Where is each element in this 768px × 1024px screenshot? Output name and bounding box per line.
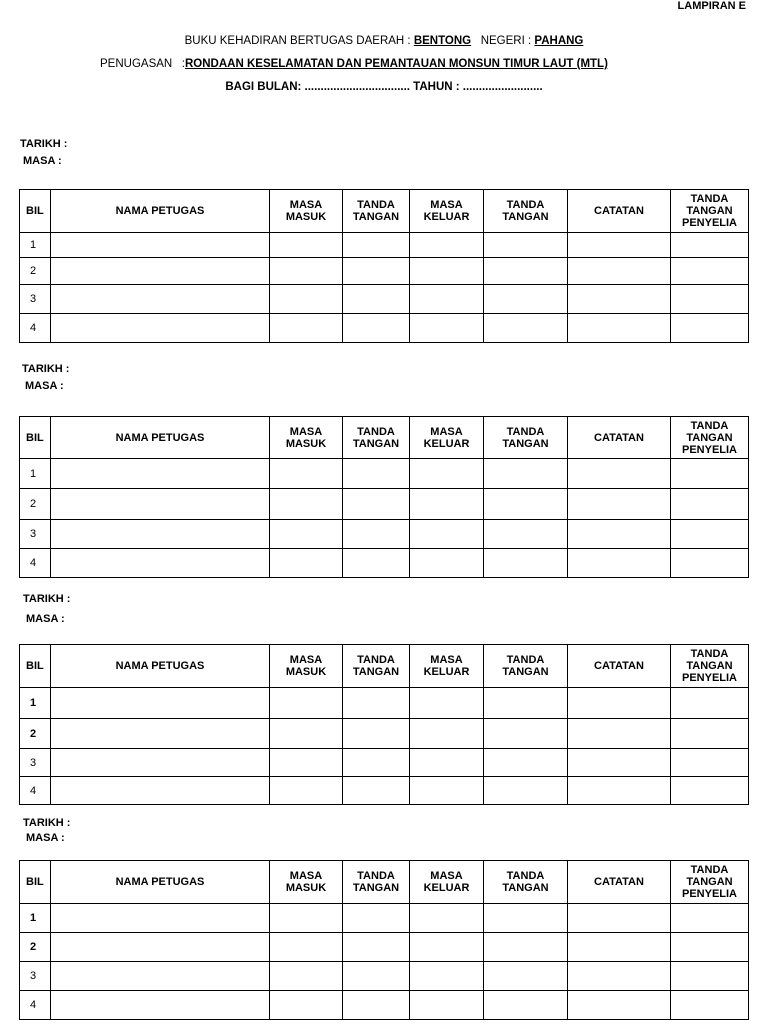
- tanda-tangan-cell[interactable]: [484, 258, 568, 285]
- tanda-tangan-cell[interactable]: [343, 459, 410, 489]
- col-label: MASA: [289, 199, 323, 211]
- col-masa-masuk: [270, 417, 343, 459]
- masa-label: MASA :: [23, 155, 62, 167]
- nama-petugas-cell[interactable]: [51, 991, 270, 1020]
- masa-label: MASA :: [25, 380, 64, 392]
- table-header-row: [20, 190, 749, 233]
- row-number: 1: [20, 459, 51, 489]
- catatan-cell[interactable]: [568, 749, 671, 777]
- col-label: MASA: [289, 654, 323, 666]
- table-row: [20, 962, 749, 991]
- nama-petugas-cell[interactable]: [51, 489, 270, 520]
- col-label: MASUK: [285, 211, 327, 223]
- row-number: 3: [20, 285, 51, 314]
- col-tanda-tangan-1: [343, 190, 410, 233]
- col-label: KELUAR: [423, 882, 470, 894]
- tanda-tangan-penyelia-cell[interactable]: [671, 933, 749, 962]
- col-tanda-tangan-1: [343, 645, 410, 688]
- row-number: 2: [20, 258, 51, 285]
- table-row: [20, 489, 749, 520]
- penugasan-label: PENUGASAN :: [100, 58, 185, 70]
- col-label: CATATAN: [594, 660, 644, 672]
- masa-masuk-cell[interactable]: [270, 719, 343, 749]
- attendance-table: [19, 189, 749, 343]
- tanda-tangan-cell[interactable]: [484, 459, 568, 489]
- nama-petugas-cell[interactable]: [51, 520, 270, 549]
- masa-keluar-cell[interactable]: [410, 459, 484, 489]
- col-bil: [20, 190, 51, 233]
- col-label: TANDA: [690, 648, 729, 660]
- tanda-tangan-penyelia-cell[interactable]: [671, 719, 749, 749]
- masa-masuk-cell[interactable]: [270, 314, 343, 343]
- masa-masuk-cell[interactable]: [270, 459, 343, 489]
- catatan-cell[interactable]: [568, 719, 671, 749]
- col-bil: [20, 645, 51, 688]
- tarikh-label: TARIKH :: [23, 817, 71, 829]
- tanda-tangan-cell[interactable]: [343, 904, 410, 933]
- table-row: [20, 991, 749, 1020]
- col-label: TANGAN: [502, 437, 549, 450]
- masa-masuk-cell[interactable]: [270, 549, 343, 578]
- nama-petugas-cell[interactable]: [51, 777, 270, 805]
- col-tanda-tangan-2: [484, 645, 568, 688]
- masa-keluar-cell[interactable]: [410, 549, 484, 578]
- tanda-tangan-penyelia-cell[interactable]: [671, 549, 749, 578]
- nama-petugas-cell[interactable]: [51, 933, 270, 962]
- table-row: [20, 749, 749, 777]
- masa-keluar-cell[interactable]: [410, 777, 484, 805]
- masa-keluar-cell[interactable]: [410, 962, 484, 991]
- col-label: TANGAN: [502, 666, 549, 678]
- table-row: [20, 904, 749, 933]
- tanda-tangan-cell[interactable]: [484, 233, 568, 258]
- col-catatan: [568, 417, 671, 459]
- col-bil-label: BIL: [26, 660, 44, 672]
- col-nama-petugas: [51, 190, 270, 233]
- nama-petugas-cell[interactable]: [51, 459, 270, 489]
- col-bil: [20, 417, 51, 459]
- table-header-row: [20, 417, 749, 459]
- tanda-tangan-cell[interactable]: [343, 233, 410, 258]
- negeri-label: NEGERI :: [480, 35, 535, 47]
- catatan-cell[interactable]: [568, 233, 671, 258]
- masa-keluar-cell[interactable]: [410, 520, 484, 549]
- col-label: MASUK: [285, 882, 327, 894]
- col-nama-label: NAMA PETUGAS: [115, 660, 205, 672]
- tanda-tangan-cell[interactable]: [484, 933, 568, 962]
- masa-keluar-cell[interactable]: [410, 991, 484, 1020]
- catatan-cell[interactable]: [568, 459, 671, 489]
- col-masa-masuk: [270, 190, 343, 233]
- col-label: PENYELIA: [681, 443, 737, 456]
- tanda-tangan-cell[interactable]: [484, 749, 568, 777]
- col-tanda-tangan-penyelia: [671, 417, 749, 459]
- header-line-1: [0, 35, 768, 47]
- col-label: TANGAN: [352, 211, 400, 223]
- tanda-tangan-cell[interactable]: [343, 688, 410, 719]
- col-label: TANDA: [357, 199, 395, 211]
- attendance-table: [19, 644, 749, 805]
- masa-masuk-cell[interactable]: [270, 749, 343, 777]
- nama-petugas-cell[interactable]: [51, 719, 270, 749]
- tanda-tangan-cell[interactable]: [484, 777, 568, 805]
- col-tanda-tangan-1: [343, 417, 410, 459]
- col-catatan: [568, 645, 671, 688]
- col-catatan: [568, 190, 671, 233]
- col-label: TANDA: [506, 199, 545, 211]
- catatan-cell[interactable]: [568, 991, 671, 1020]
- col-label: CATATAN: [594, 431, 644, 444]
- catatan-cell[interactable]: [568, 904, 671, 933]
- tanda-tangan-penyelia-cell[interactable]: [671, 459, 749, 489]
- masa-keluar-cell[interactable]: [410, 233, 484, 258]
- tanda-tangan-cell[interactable]: [343, 962, 410, 991]
- tanda-tangan-cell[interactable]: [343, 489, 410, 520]
- masa-masuk-cell[interactable]: [270, 688, 343, 719]
- col-label: TANDA: [690, 419, 729, 432]
- tanda-tangan-penyelia-cell[interactable]: [671, 285, 749, 314]
- negeri-value: PAHANG: [534, 35, 584, 47]
- tarikh-label: TARIKH :: [23, 593, 71, 605]
- catatan-cell[interactable]: [568, 933, 671, 962]
- table-row: [20, 233, 749, 258]
- masa-masuk-cell[interactable]: [270, 520, 343, 549]
- lampiran-label: LAMPIRAN E: [677, 0, 746, 12]
- tanda-tangan-cell[interactable]: [343, 719, 410, 749]
- col-nama-petugas: [51, 861, 270, 904]
- col-label: TANDA: [506, 654, 545, 666]
- table-row: [20, 314, 749, 343]
- col-label: TANGAN: [686, 205, 733, 217]
- col-label: PENYELIA: [681, 217, 737, 229]
- col-label: TANGAN: [502, 211, 549, 223]
- table-row: [20, 258, 749, 285]
- row-number: 1: [20, 233, 51, 258]
- table-header-row: [20, 645, 749, 688]
- nama-petugas-cell[interactable]: [51, 233, 270, 258]
- col-label: TANDA: [690, 193, 729, 205]
- catatan-cell[interactable]: [568, 314, 671, 343]
- col-label: TANDA: [357, 425, 395, 438]
- tanda-tangan-penyelia-cell[interactable]: [671, 489, 749, 520]
- row-number: 1: [20, 904, 51, 933]
- tanda-tangan-cell[interactable]: [343, 549, 410, 578]
- col-label: PENYELIA: [681, 888, 737, 900]
- masa-masuk-cell[interactable]: [270, 777, 343, 805]
- col-label: MASA: [289, 870, 323, 882]
- row-number: 3: [20, 962, 51, 991]
- col-tanda-tangan-2: [484, 861, 568, 904]
- masa-masuk-cell[interactable]: [270, 489, 343, 520]
- col-masa-masuk: [270, 645, 343, 688]
- row-number: 1: [20, 688, 51, 719]
- tanda-tangan-cell[interactable]: [343, 991, 410, 1020]
- tarikh-label: TARIKH :: [22, 363, 70, 375]
- tanda-tangan-penyelia-cell[interactable]: [671, 520, 749, 549]
- table-row: [20, 777, 749, 805]
- masa-keluar-cell[interactable]: [410, 489, 484, 520]
- tanda-tangan-cell[interactable]: [343, 258, 410, 285]
- nama-petugas-cell[interactable]: [51, 285, 270, 314]
- row-number: 2: [20, 489, 51, 520]
- col-label: MASA: [430, 199, 463, 211]
- tanda-tangan-cell[interactable]: [343, 777, 410, 805]
- masa-masuk-cell[interactable]: [270, 991, 343, 1020]
- masa-masuk-cell[interactable]: [270, 285, 343, 314]
- row-number: 4: [20, 991, 51, 1020]
- tanda-tangan-cell[interactable]: [343, 520, 410, 549]
- col-masa-masuk: [270, 861, 343, 904]
- attendance-table: [19, 416, 749, 578]
- col-tanda-tangan-penyelia: [671, 190, 749, 233]
- col-label: CATATAN: [594, 876, 644, 888]
- col-label: TANGAN: [686, 660, 733, 672]
- catatan-cell[interactable]: [568, 520, 671, 549]
- masa-keluar-cell[interactable]: [410, 933, 484, 962]
- masa-masuk-cell[interactable]: [270, 933, 343, 962]
- table-row: [20, 549, 749, 578]
- tanda-tangan-penyelia-cell[interactable]: [671, 962, 749, 991]
- tanda-tangan-penyelia-cell[interactable]: [671, 233, 749, 258]
- col-masa-keluar: [410, 861, 484, 904]
- col-nama-petugas: [51, 645, 270, 688]
- masa-keluar-cell[interactable]: [410, 719, 484, 749]
- row-number: 4: [20, 549, 51, 578]
- col-label: MASA: [430, 654, 463, 666]
- col-label: TANGAN: [686, 876, 733, 888]
- tanda-tangan-cell[interactable]: [343, 933, 410, 962]
- masa-keluar-cell[interactable]: [410, 258, 484, 285]
- masa-keluar-cell[interactable]: [410, 688, 484, 719]
- col-label: TANDA: [357, 870, 395, 882]
- col-bil-label: BIL: [26, 876, 44, 888]
- masa-masuk-cell[interactable]: [270, 258, 343, 285]
- col-nama-label: NAMA PETUGAS: [115, 876, 205, 888]
- col-bil: [20, 861, 51, 904]
- row-number: 2: [20, 933, 51, 962]
- col-nama-label: NAMA PETUGAS: [115, 431, 205, 444]
- col-label: TANGAN: [686, 431, 733, 444]
- table-row: [20, 520, 749, 549]
- row-number: 4: [20, 777, 51, 805]
- row-number: 3: [20, 749, 51, 777]
- col-masa-keluar: [410, 645, 484, 688]
- col-tanda-tangan-2: [484, 190, 568, 233]
- header-title: BUKU KEHADIRAN BERTUGAS DAERAH :: [184, 35, 414, 47]
- col-tanda-tangan-2: [484, 417, 568, 459]
- nama-petugas-cell[interactable]: [51, 688, 270, 719]
- table-row: [20, 688, 749, 719]
- tanda-tangan-cell[interactable]: [484, 904, 568, 933]
- col-label: CATATAN: [594, 205, 644, 217]
- table-row: [20, 933, 749, 962]
- col-nama-petugas: [51, 417, 270, 459]
- col-label: MASUK: [285, 437, 327, 450]
- masa-label: MASA :: [26, 613, 65, 625]
- nama-petugas-cell[interactable]: [51, 962, 270, 991]
- col-masa-keluar: [410, 417, 484, 459]
- tarikh-label: TARIKH :: [20, 138, 68, 150]
- tanda-tangan-penyelia-cell[interactable]: [671, 777, 749, 805]
- nama-petugas-cell[interactable]: [51, 904, 270, 933]
- col-label: KELUAR: [423, 211, 470, 223]
- bagi-bulan-line: BAGI BULAN: ................................. TAHUN : .........................: [225, 81, 543, 93]
- nama-petugas-cell[interactable]: [51, 549, 270, 578]
- tanda-tangan-penyelia-cell[interactable]: [671, 991, 749, 1020]
- col-catatan: [568, 861, 671, 904]
- col-tanda-tangan-1: [343, 861, 410, 904]
- col-label: TANDA: [506, 870, 545, 882]
- tanda-tangan-cell[interactable]: [484, 991, 568, 1020]
- tanda-tangan-penyelia-cell[interactable]: [671, 749, 749, 777]
- catatan-cell[interactable]: [568, 962, 671, 991]
- masa-masuk-cell[interactable]: [270, 233, 343, 258]
- col-tanda-tangan-penyelia: [671, 645, 749, 688]
- col-label: TANDA: [690, 864, 729, 876]
- col-bil-label: BIL: [26, 431, 44, 444]
- row-number: 3: [20, 520, 51, 549]
- col-masa-keluar: [410, 190, 484, 233]
- penugasan-value: RONDAAN KESELAMATAN DAN PEMANTAUAN MONSUN TIMUR LAUT (MTL): [185, 58, 608, 70]
- col-label: KELUAR: [423, 437, 470, 450]
- col-label: MASA: [430, 425, 463, 438]
- col-label: MASA: [430, 870, 463, 882]
- col-label: TANGAN: [352, 666, 400, 678]
- tanda-tangan-penyelia-cell[interactable]: [671, 258, 749, 285]
- header-line-2: [100, 58, 608, 70]
- nama-petugas-cell[interactable]: [51, 749, 270, 777]
- masa-label: MASA :: [26, 832, 65, 844]
- catatan-cell[interactable]: [568, 777, 671, 805]
- catatan-cell[interactable]: [568, 258, 671, 285]
- daerah-value: BENTONG: [413, 35, 472, 47]
- col-label: MASA: [289, 425, 323, 438]
- tanda-tangan-penyelia-cell[interactable]: [671, 904, 749, 933]
- col-label: TANGAN: [502, 882, 549, 894]
- tanda-tangan-cell[interactable]: [484, 314, 568, 343]
- nama-petugas-cell[interactable]: [51, 258, 270, 285]
- tanda-tangan-cell[interactable]: [343, 749, 410, 777]
- row-number: 4: [20, 314, 51, 343]
- table-row: [20, 285, 749, 314]
- tanda-tangan-penyelia-cell[interactable]: [671, 314, 749, 343]
- catatan-cell[interactable]: [568, 489, 671, 520]
- table-header-row: [20, 861, 749, 904]
- col-label: TANDA: [357, 654, 395, 666]
- tanda-tangan-cell[interactable]: [484, 688, 568, 719]
- nama-petugas-cell[interactable]: [51, 314, 270, 343]
- row-number: 2: [20, 719, 51, 749]
- catatan-cell[interactable]: [568, 285, 671, 314]
- tanda-tangan-cell[interactable]: [484, 962, 568, 991]
- masa-keluar-cell[interactable]: [410, 285, 484, 314]
- col-label: MASUK: [285, 666, 327, 678]
- col-label: TANGAN: [352, 437, 400, 450]
- tanda-tangan-penyelia-cell[interactable]: [671, 688, 749, 719]
- catatan-cell[interactable]: [568, 549, 671, 578]
- attendance-table: [19, 860, 749, 1020]
- col-bil-label: BIL: [26, 205, 44, 217]
- masa-keluar-cell[interactable]: [410, 749, 484, 777]
- tanda-tangan-cell[interactable]: [484, 285, 568, 314]
- col-nama-label: NAMA PETUGAS: [115, 205, 205, 217]
- col-label: TANGAN: [352, 882, 400, 894]
- masa-keluar-cell[interactable]: [410, 314, 484, 343]
- tanda-tangan-cell[interactable]: [484, 549, 568, 578]
- tanda-tangan-cell[interactable]: [343, 285, 410, 314]
- tanda-tangan-cell[interactable]: [484, 520, 568, 549]
- masa-masuk-cell[interactable]: [270, 904, 343, 933]
- col-label: KELUAR: [423, 666, 470, 678]
- masa-masuk-cell[interactable]: [270, 962, 343, 991]
- masa-keluar-cell[interactable]: [410, 904, 484, 933]
- col-label: PENYELIA: [681, 672, 737, 684]
- tanda-tangan-cell[interactable]: [484, 719, 568, 749]
- col-tanda-tangan-penyelia: [671, 861, 749, 904]
- tanda-tangan-cell[interactable]: [484, 489, 568, 520]
- catatan-cell[interactable]: [568, 688, 671, 719]
- tanda-tangan-cell[interactable]: [343, 314, 410, 343]
- col-label: TANDA: [506, 425, 545, 438]
- table-row: [20, 719, 749, 749]
- table-row: [20, 459, 749, 489]
